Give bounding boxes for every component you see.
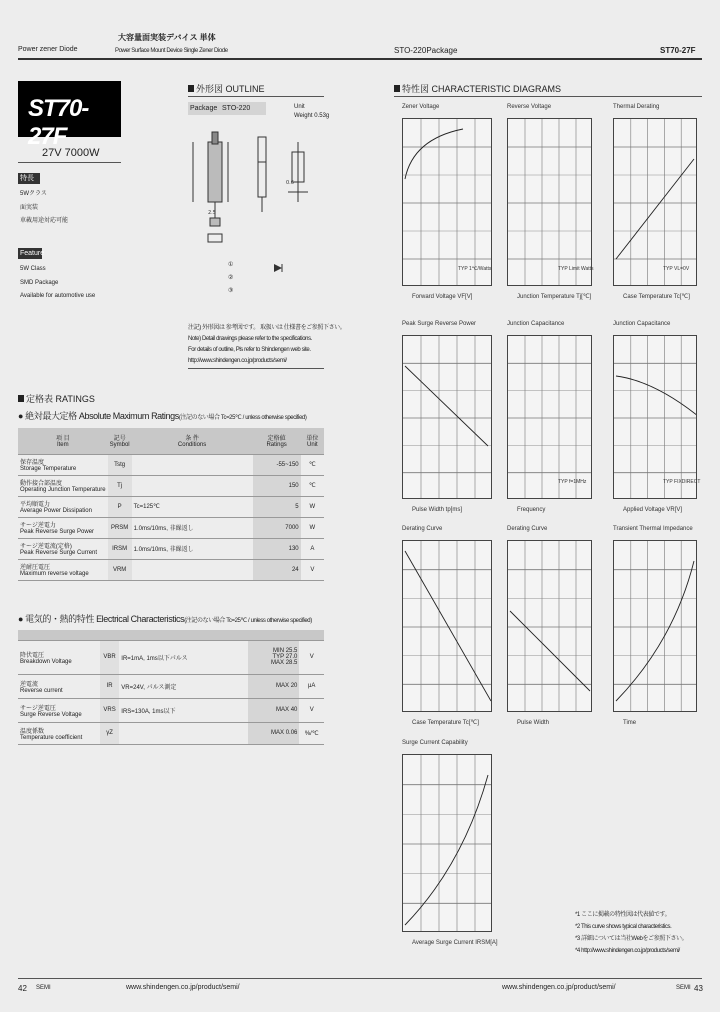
row-item-jp: 逆耐圧電圧: [20, 565, 51, 571]
row-value: MAX 40: [248, 698, 299, 722]
diode-symbol-icon: [270, 262, 290, 274]
graph-xlabel: Applied Voltage VR[V]: [623, 507, 683, 513]
graph-xlabel: Forward Voltage VF[V]: [412, 294, 473, 300]
hdr-symbol-en: Symbol: [109, 442, 130, 449]
row-unit: V: [299, 640, 324, 674]
row-item-jp: サージ逆電力: [20, 523, 56, 529]
graph-note: TYP VL=0V: [663, 266, 690, 272]
row-value: 5: [253, 496, 301, 517]
diagram-footnote-1: *1 ここに掲載の特性図は代表値です。: [575, 912, 671, 918]
row-item-jp: 温度係数: [20, 728, 45, 735]
row-value: 7000: [253, 517, 301, 538]
hdr-rating-en: Ratings: [266, 442, 287, 449]
part-code-header: ST70-27F: [660, 46, 696, 55]
feature-jp-1: 5Wクラス: [20, 191, 47, 197]
row-item-en: Reverse current: [20, 687, 63, 694]
row-value: MAX 20: [248, 674, 299, 698]
hdr-item-jp: 項 目: [55, 436, 70, 443]
table-row: [18, 538, 324, 559]
unit-label: Unit: [294, 104, 305, 110]
package-header: STO-220Package: [394, 46, 458, 55]
header-rule: [18, 58, 702, 60]
graph-xlabel: Average Surge Current IRSM[A]: [412, 940, 498, 946]
row-value: 150: [253, 475, 301, 496]
characteristic-graph: [402, 540, 492, 712]
features-jp-tag: 特長: [18, 173, 40, 184]
title-en: Power Surface Mount Device Single Zener Diode: [115, 48, 228, 54]
row-symbol: γZ: [100, 722, 119, 744]
graph-title: Peak Surge Reverse Power: [402, 321, 477, 327]
footer-cat-left: SEMI: [36, 985, 51, 991]
characteristic-graph: [613, 540, 697, 712]
graph-curve: [616, 376, 697, 416]
electrical-table: [18, 630, 324, 745]
feature-jp-2: 面実装: [20, 205, 39, 211]
elec-title-jp: 電気的・熱的特性: [25, 614, 94, 624]
section-marker-icon: [394, 85, 400, 92]
row-symbol: IR: [100, 674, 119, 698]
ratings-section-title: [18, 394, 95, 404]
row-symbol: PRSM: [108, 517, 132, 538]
table-row: [18, 454, 324, 475]
table-row: [18, 674, 324, 698]
table-row: [18, 559, 324, 580]
row-symbol: VBR: [100, 640, 119, 674]
graph-title: Surge Current Capability: [402, 740, 468, 746]
table-row: [18, 722, 324, 744]
row-cond: 1.0ms/10ms, 非繰返し: [132, 517, 253, 538]
feature-jp-3: 車載用途対応可能: [20, 218, 69, 224]
graph-curve: [616, 159, 694, 259]
row-item-en: Temperature coefficient: [20, 734, 83, 741]
row-symbol: Tj: [108, 475, 132, 496]
row-item-en: Operating Junction Temperature: [20, 487, 106, 493]
row-cond: [132, 559, 253, 580]
row-value: 24: [253, 559, 301, 580]
row-symbol: VRS: [100, 698, 119, 722]
hdr-rating-jp: 定格値: [267, 436, 286, 443]
table-row: [18, 475, 324, 496]
row-cond: IR=1mA, 1ms以下パルス: [119, 640, 248, 674]
outline-note-4: http://www.shindengen.co.jp/products/semi/: [188, 358, 287, 364]
diagram-footnote-3: *3 詳細については当社Webをご参照下さい。: [575, 936, 688, 942]
row-unit: V: [301, 559, 324, 580]
svg-text:2.5: 2.5: [208, 210, 216, 216]
characteristic-graph: [402, 754, 492, 932]
ratings-title-jp: 定格表: [26, 394, 54, 404]
footer-rule: [18, 978, 702, 979]
row-cond: [132, 475, 253, 496]
hdr-unit-en: Unit: [306, 442, 318, 449]
row-item-jp: 保存温度: [20, 460, 45, 466]
row-item-en: Average Power Dissipation: [20, 508, 92, 514]
hdr-unit-jp: 単位: [306, 436, 319, 443]
outline-note-3: For details of outline, Pls refer to Shindengen web site.: [188, 347, 311, 353]
row-symbol: VRM: [108, 559, 132, 580]
graph-note: TYP FIXDIRECT: [663, 479, 701, 485]
hdr-symbol-jp: 記号: [113, 436, 126, 443]
hdr-item-en: Item: [56, 442, 69, 449]
row-item-jp: サージ逆電流(定格): [20, 544, 72, 550]
row-cond: IRS=130A, 1ms以下: [119, 698, 248, 722]
diagrams-title-jp: 特性図: [402, 84, 430, 94]
graph-note: TYP f=1MHz: [558, 479, 587, 485]
weight-label: Weight 0.53g: [294, 113, 330, 119]
diagrams-section-title: [394, 84, 561, 94]
row-value: MAX 0.06: [248, 722, 299, 744]
graph-curve: [510, 611, 590, 691]
outline-drawing: [188, 122, 328, 302]
row-item-jp: 降伏電圧: [20, 652, 45, 659]
graph-xlabel: Pulse Width tp[ms]: [412, 507, 463, 513]
row-cond: [132, 454, 253, 475]
graph-curve: [405, 775, 488, 925]
notes-rule: [188, 368, 324, 369]
footer-url-right[interactable]: www.shindengen.co.jp/product/semi/: [502, 984, 616, 991]
row-unit: ℃: [301, 475, 324, 496]
row-cond: VR=24V, パルス測定: [119, 674, 248, 698]
characteristic-graph: [507, 335, 592, 499]
abs-max-title-jp: 絶対最大定格: [25, 411, 77, 421]
row-unit: W: [301, 517, 324, 538]
row-item-en: Peak Reverse Surge Power: [20, 529, 95, 535]
features-en-tag: Feature: [20, 250, 45, 257]
outline-rule: [188, 96, 324, 97]
row-unit: μA: [299, 674, 324, 698]
section-marker-icon: [188, 85, 194, 92]
characteristic-graph: [402, 118, 492, 286]
part-rating: 27V 7000W: [42, 147, 100, 159]
row-unit: ℃: [301, 454, 324, 475]
graph-note: TYP Limit Watts: [558, 266, 594, 272]
part-number: ST70-27F: [28, 95, 89, 150]
row-item-jp: サージ逆電圧: [20, 705, 56, 712]
row-cond: Tc=125℃: [132, 496, 253, 517]
graph-title: Thermal Derating: [613, 104, 660, 110]
table-row: [18, 698, 324, 722]
row-item-jp: 逆電流: [20, 681, 39, 688]
row-value-min: MIN 25.5: [273, 648, 298, 654]
page-number-right: 43: [694, 984, 703, 993]
graph-curve: [405, 551, 491, 701]
elec-title: ● 電気的・熱的特性 Electrical Characteristics(注記のない場合 Tc=25℃ / unless otherwise specified): [18, 614, 312, 624]
rating-rule: [18, 162, 121, 163]
title-jp: 大容量面実装デバイス 単体: [118, 33, 216, 42]
diagram-footnote-2: *2 This curve shows typical characteristics.: [575, 924, 672, 930]
outline-title-jp: 外形図: [196, 84, 224, 94]
marking-anode: ②: [228, 275, 234, 281]
diagram-footnote-4: *4 http://www.shindengen.co.jp/products/semi/: [575, 948, 680, 954]
page-number-left: 42: [18, 984, 27, 993]
svg-text:0.6: 0.6: [286, 180, 294, 186]
graph-xlabel: Case Temperature Tc[℃]: [412, 720, 479, 726]
feature-en-1: 5W Class: [20, 266, 46, 272]
elec-cond: (注記のない場合 Tc=25℃ / unless otherwise specified): [184, 618, 312, 624]
marking-code: ③: [228, 288, 234, 294]
row-item-en: Surge Reverse Voltage: [20, 711, 82, 718]
row-symbol: P: [108, 496, 132, 517]
row-value-max: MAX 28.5: [271, 660, 298, 666]
row-item-jp: 平均順電力: [20, 502, 51, 508]
row-symbol: Tstg: [108, 454, 132, 475]
row-item-en: Peak Reverse Surge Current: [20, 550, 98, 556]
graph-curve: [616, 561, 694, 701]
section-marker-icon: [18, 395, 24, 402]
row-item-en: Breakdown Voltage: [20, 658, 72, 665]
abs-max-cond: (注記のない場合 Tc=25℃ / unless otherwise specified): [178, 415, 307, 421]
outline-section-title: [188, 84, 265, 94]
graph-title: Transient Thermal Impedance: [613, 526, 693, 532]
characteristic-graph: [507, 540, 592, 712]
graph-xlabel: Pulse Width: [517, 720, 550, 726]
graph-curve: [405, 129, 463, 179]
outline-note-2: Note) Detail drawings please refer to the specifications.: [188, 336, 312, 342]
part-number-box: [18, 81, 121, 150]
abs-max-title-en: Absolute Maximum Ratings: [78, 411, 179, 421]
graph-title: Derating Curve: [402, 526, 443, 532]
row-unit: %/℃: [299, 722, 324, 744]
graph-title: Junction Capacitance: [613, 321, 671, 327]
footer-url-left[interactable]: www.shindengen.co.jp/product/semi/: [126, 984, 240, 991]
abs-max-title: ● 絶対最大定格 Absolute Maximum Ratings(注記のない場合 Tc=25℃ / unless otherwise specified): [18, 411, 307, 421]
marking-cathode: ①: [228, 262, 234, 268]
diagrams-rule: [394, 96, 702, 97]
row-value-typ: TYP 27.0: [272, 654, 298, 660]
ratings-title-en: RATINGS: [55, 394, 95, 404]
graph-title: Zener Voltage: [402, 104, 440, 110]
diagrams-title-en: CHARACTERISTIC DIAGRAMS: [431, 84, 562, 94]
characteristic-graph: [613, 118, 697, 286]
hdr-cond-jp: 条 件: [185, 436, 199, 443]
row-value: 130: [253, 538, 301, 559]
graph-title: Reverse Voltage: [507, 104, 552, 110]
row-cond: [119, 722, 248, 744]
row-symbol: IRSM: [108, 538, 132, 559]
row-unit: A: [301, 538, 324, 559]
category-label: Power zener Diode: [18, 46, 78, 53]
row-unit: W: [301, 496, 324, 517]
graph-note: TYP 1℃/Watts: [458, 266, 492, 272]
table-row: [18, 640, 324, 674]
graph-xlabel: Junction Temperature Tj[℃]: [517, 294, 592, 300]
characteristic-graph: [613, 335, 697, 499]
hdr-cond-en: Conditions: [177, 442, 207, 449]
graph-curve: [405, 366, 488, 446]
graph-xlabel: Case Temperature Tc[℃]: [623, 294, 690, 300]
table-row: [18, 496, 324, 517]
graph-xlabel: Time: [623, 720, 637, 726]
table-row: [18, 517, 324, 538]
footer-cat-right: SEMI: [676, 985, 691, 991]
graph-xlabel: Frequency: [517, 507, 546, 513]
elec-title-en: Electrical Characteristics: [96, 614, 185, 624]
row-unit: V: [299, 698, 324, 722]
row-item-en: Storage Temperature: [20, 466, 77, 472]
package-label: Package: [190, 105, 218, 112]
package-box: [188, 102, 266, 115]
feature-en-2: SMD Package: [20, 280, 59, 286]
row-value: -55~150: [253, 454, 301, 475]
ratings-table: [18, 428, 324, 581]
row-item-en: Maximum reverse voltage: [20, 571, 89, 577]
package-value: STO-220: [222, 105, 251, 112]
characteristic-graph: [402, 335, 492, 499]
row-item-jp: 動作接合部温度: [20, 481, 63, 487]
characteristic-graph: [507, 118, 592, 286]
graph-title: Junction Capacitance: [507, 321, 565, 327]
graph-title: Derating Curve: [507, 526, 548, 532]
outline-note-1: 注記) 外形図は 参考図です。 取扱いは 仕様書をご参照下さい。: [188, 325, 346, 331]
row-cond: 1.0ms/10ms, 非繰返し: [132, 538, 253, 559]
outline-title-en: OUTLINE: [225, 84, 265, 94]
feature-en-3: Available for automotive use: [20, 293, 96, 299]
